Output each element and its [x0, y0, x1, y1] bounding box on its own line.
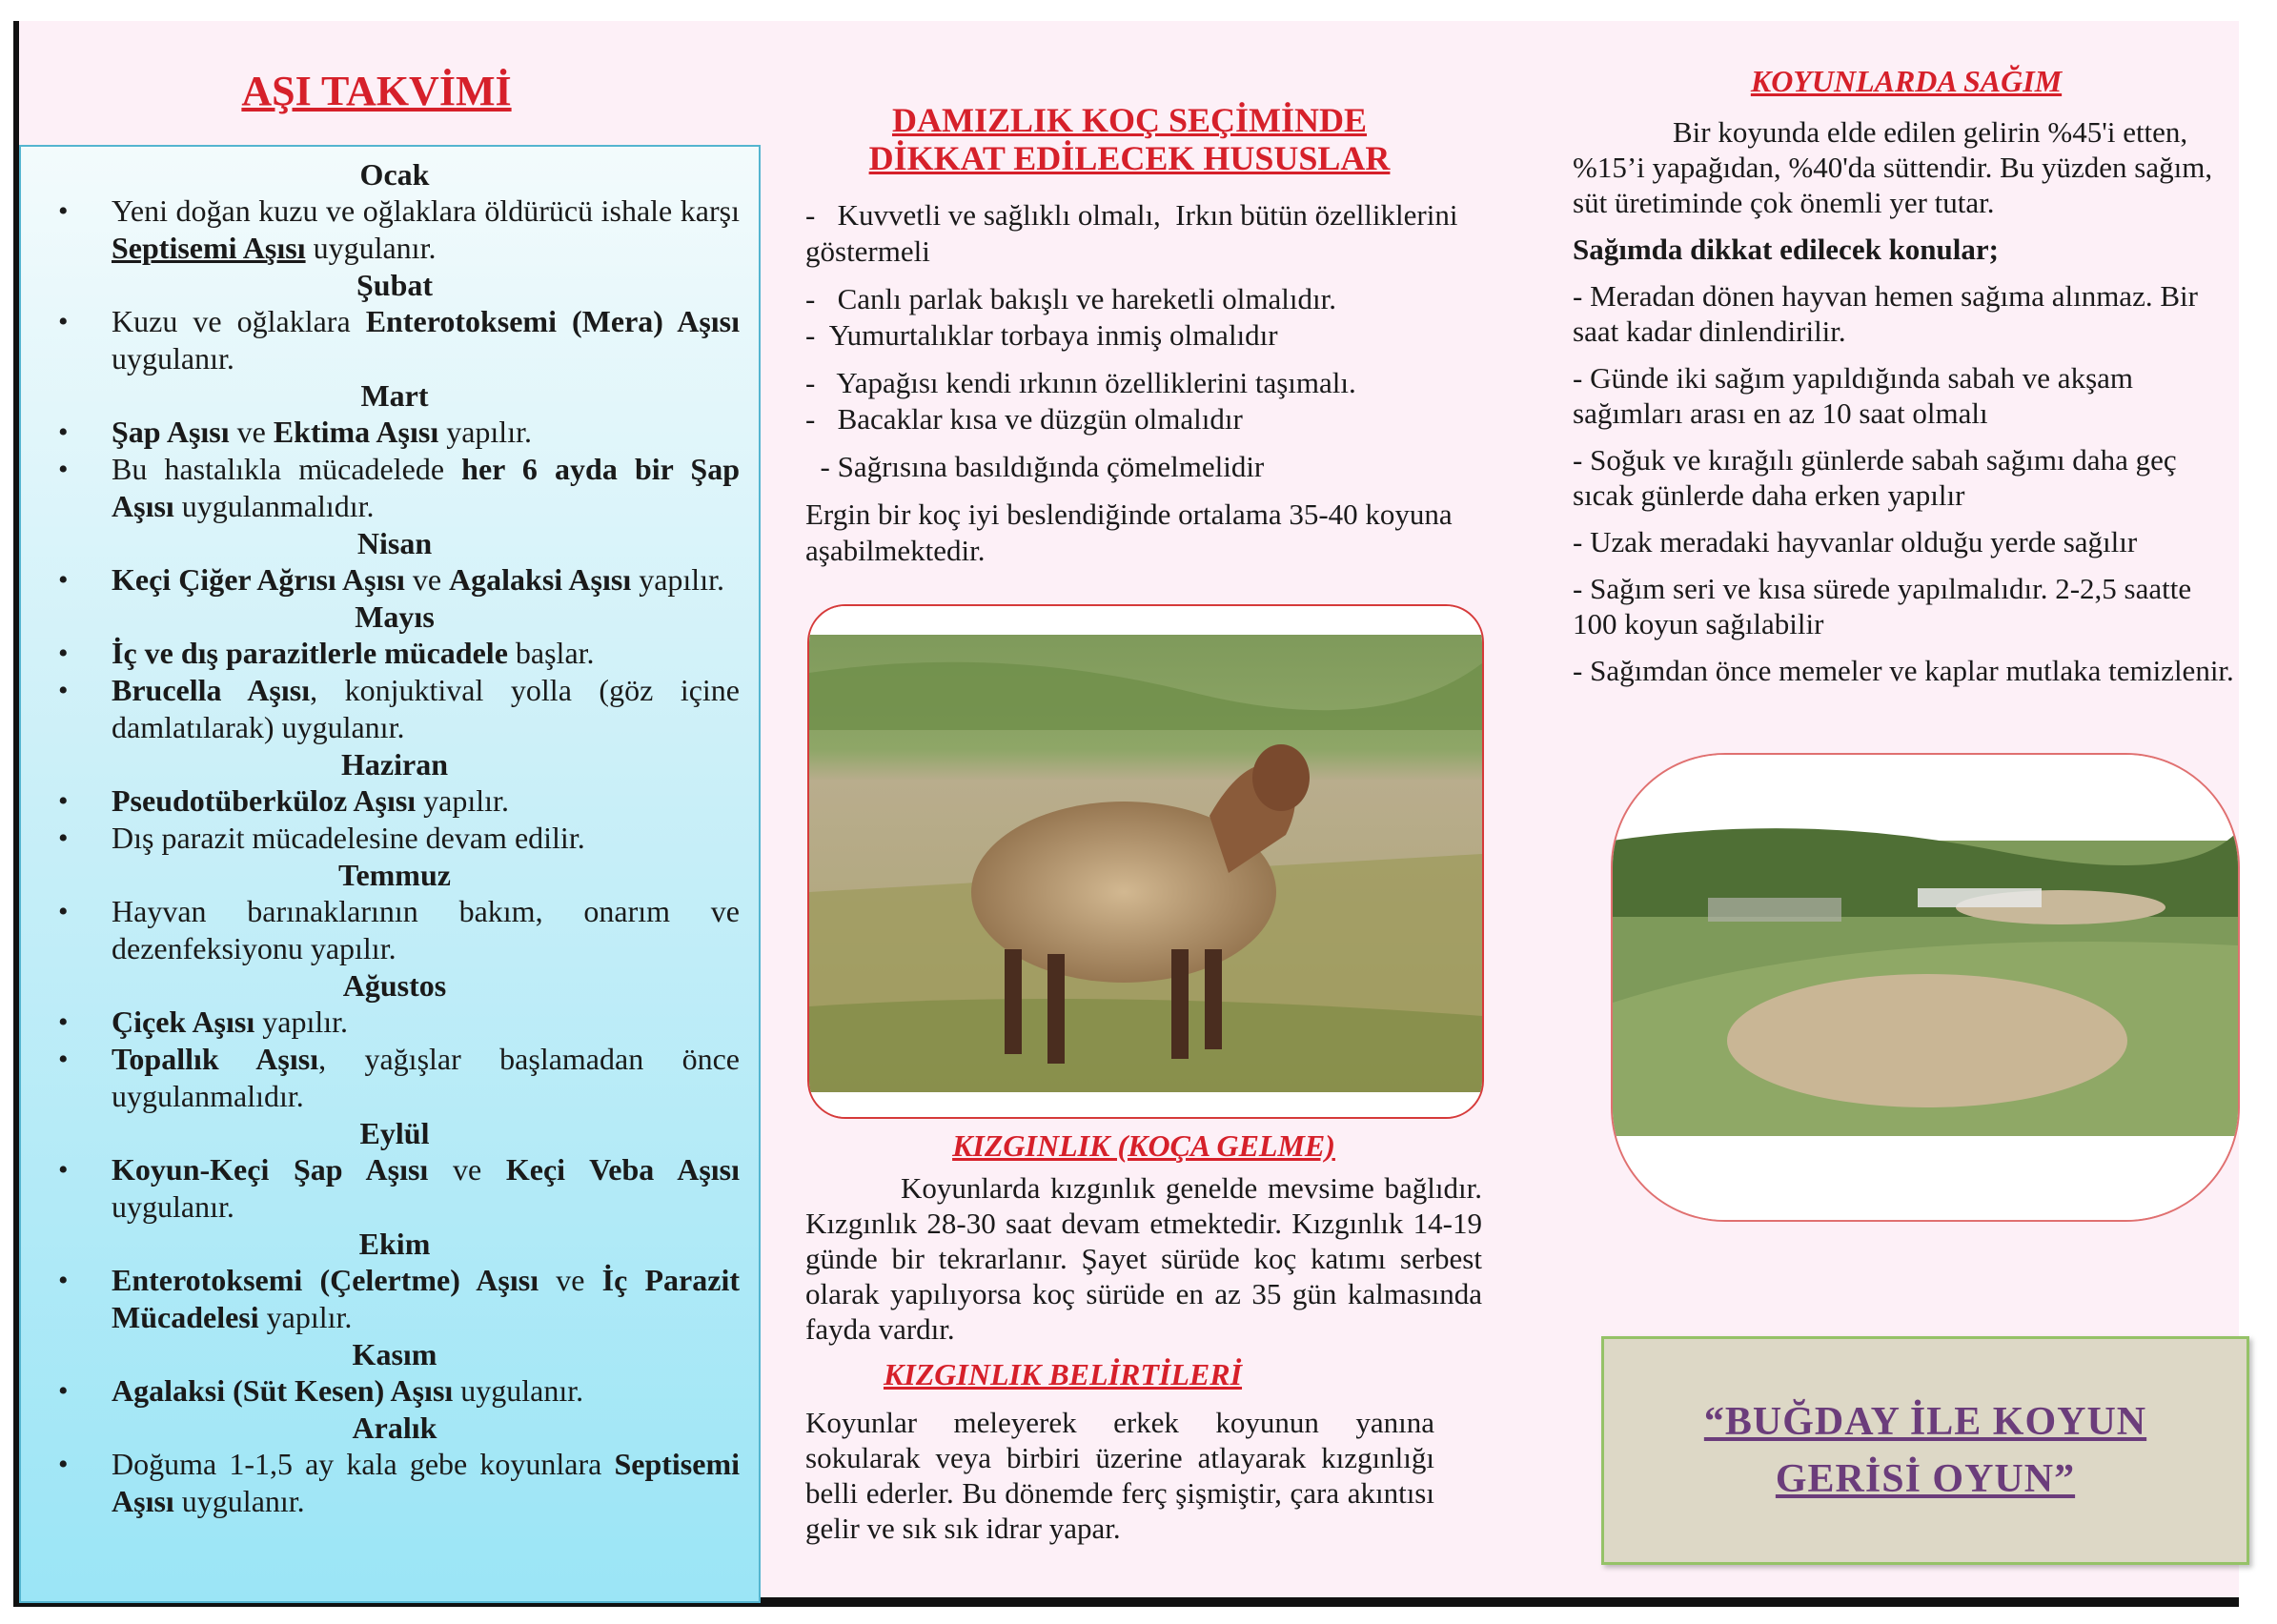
vaccine-item-text: yapılır. [438, 415, 532, 449]
vaccine-item-text: Brucella Aşısı [112, 673, 311, 707]
vaccine-item-text: Agalaksi Aşısı [449, 562, 632, 597]
ram-criterion: - Yumurtalıklar torbaya inmiş olmalıdır [805, 318, 1278, 352]
vaccine-item [112, 1262, 740, 1336]
vaccine-item [112, 1151, 740, 1226]
month-heading: Ekim [358, 1227, 431, 1261]
vaccine-item-text: , yağışlar başlamadan önce uygulanmalıdır. [112, 1042, 741, 1113]
milking-subtitle: Sağımda dikkat edilecek konular; [1573, 233, 1999, 266]
milking-item: - Soğuk ve kırağılı günlerde sabah sağımı daha geç sıcak günlerde daha erken yapılır [1573, 443, 2177, 512]
ram-criterion: - Bacaklar kısa ve düzgün olmalıdır [805, 402, 1243, 436]
vaccine-item-text: ve [428, 1152, 506, 1187]
vaccine-item-text: yapılır. [416, 783, 509, 818]
milking-item: - Sağım seri ve kısa sürede yapılmalıdır. 2-2,5 saatte 100 koyun sağılabilir [1573, 572, 2192, 640]
heat-signs-text: Koyunlar meleyerek erkek koyunun yanına sokularak veya birbiri üzerine atlayarak kızgınlığı belli ederler. Bu dönemde ferç şişmiştir, çara akıntısı gelir ve sık sık idrar yapar. [805, 1406, 1434, 1545]
vaccine-item-text: uygulanır. [305, 231, 437, 265]
vaccine-item-text: başlar. [507, 636, 595, 670]
vaccine-item-text: ve [539, 1263, 602, 1297]
milking-item: - Günde iki sağım yapıldığında sabah ve akşam sağımları arası en az 10 saat olmalı [1573, 361, 2134, 430]
vaccine-item-text: uygulanır. [453, 1373, 584, 1408]
vaccine-item [112, 561, 740, 599]
ram-selection-title [805, 101, 1454, 177]
vaccine-item-text: Koyun-Keçi Şap Aşısı [112, 1152, 429, 1187]
month-items [50, 893, 740, 967]
ram-photo [809, 606, 1482, 1117]
vaccine-item [112, 672, 740, 746]
vaccine-item-text: uygulanır. [173, 1484, 305, 1518]
vaccine-item-text: uygulanır. [112, 341, 234, 376]
vaccine-item-text: uygulanmalıdır. [173, 489, 375, 523]
flock-photo-frame [1611, 753, 2240, 1222]
quote-line1: “BUĞDAY İLE KOYUN [1703, 1400, 2147, 1444]
heat-title: KIZGINLIK (KOÇA GELME) [952, 1128, 1335, 1163]
vaccine-item [112, 635, 740, 672]
vaccine-item [112, 1041, 740, 1115]
milking-item: - Meradan dönen hayvan hemen sağıma alınmaz. Bir saat kadar dinlendirilir. [1573, 279, 2198, 348]
month-heading: Mayıs [355, 599, 435, 634]
vaccine-item [112, 1372, 740, 1410]
vaccine-item [112, 1004, 740, 1041]
vaccine-item-text: , konjuktival yolla (göz içine damlatılarak) uygulanır. [112, 673, 741, 744]
vaccine-item-text: Dış parazit mücadelesine devam edilir. [112, 821, 585, 855]
vaccine-item-text: Agalaksi (Süt Kesen) Aşısı [112, 1373, 454, 1408]
quote-line2: GERİSİ OYUN” [1775, 1457, 2076, 1501]
vaccine-item-text: Yeni doğan kuzu ve oğlaklara öldürücü ishale karşı [112, 193, 740, 228]
month-items [50, 782, 740, 857]
brochure-page [13, 21, 2239, 1607]
month-items [50, 1004, 740, 1115]
month-items [50, 561, 740, 599]
vaccine-item [112, 451, 740, 525]
month-heading: Temmuz [338, 858, 451, 892]
vaccine-item-text: Pseudotüberküloz Aşısı [112, 783, 417, 818]
vaccine-item-text: Bu hastalıkla mücadelede [112, 452, 462, 486]
vaccine-item [112, 414, 740, 451]
ram-note: Ergin bir koç iyi beslendiğinde ortalama 35-40 koyuna aşabilmektedir. [805, 497, 1453, 567]
ram-criterion: - Sağrısına basıldığında çömelmelidir [805, 450, 1265, 483]
month-items [50, 303, 740, 377]
month-items [50, 1372, 740, 1410]
vaccine-item-text: Hayvan barınaklarının bakım, onarım ve dezenfeksiyonu yapılır. [112, 894, 740, 965]
month-heading: Haziran [341, 747, 448, 782]
vaccine-item-text: uygulanır. [112, 1189, 234, 1224]
ram-selection-title-line2: DİKKAT EDİLECEK HUSUSLAR [868, 139, 1391, 177]
ram-criterion: - Canlı parlak bakışlı ve hareketli olmalıdır. [805, 282, 1336, 315]
month-heading: Şubat [356, 268, 434, 302]
ram-photo-frame [807, 604, 1484, 1119]
vaccine-item-text: Keçi Çiğer Ağrısı Aşısı [112, 562, 405, 597]
vaccine-item [112, 820, 740, 857]
month-heading: Ocak [359, 157, 430, 192]
month-heading: Mart [360, 378, 429, 413]
vaccine-item-text: Kuzu ve oğlaklara [112, 304, 366, 338]
milking-item: - Uzak meradaki hayvanlar olduğu yerde sağılır [1573, 525, 2138, 558]
vaccine-item [112, 782, 740, 820]
vaccine-item-text: Septisemi Aşısı [112, 231, 306, 265]
vaccine-item-text: Topallık Aşısı [112, 1042, 319, 1076]
milking-body [1573, 114, 2240, 700]
vaccine-item [112, 1446, 740, 1520]
month-heading: Ağustos [342, 968, 447, 1003]
ram-selection-title-line1: DAMIZLIK KOÇ SEÇİMİNDE [891, 101, 1368, 139]
vaccine-item [112, 893, 740, 967]
vaccine-calendar-box [19, 145, 761, 1603]
milking-title: KOYUNLARDA SAĞIM [1750, 64, 2063, 98]
quote-box [1601, 1336, 2249, 1565]
vaccine-item-text: yapılır. [254, 1005, 348, 1039]
month-items [50, 414, 740, 525]
vaccine-item-text: Şap Aşısı [112, 415, 230, 449]
flock-photo [1613, 755, 2238, 1220]
vaccine-item-text: ve [404, 562, 450, 597]
vaccine-item-text: Enterotoksemi (Mera) Aşısı [365, 304, 741, 338]
vaccine-item-text: Keçi Veba Aşısı [505, 1152, 740, 1187]
vaccine-item-text: Enterotoksemi (Çelertme) Aşısı [112, 1263, 539, 1297]
vaccine-item-text: Çiçek Aşısı [112, 1005, 255, 1039]
vaccine-item-text: Septisemi Aşısı [112, 1447, 740, 1518]
month-items [50, 1262, 740, 1336]
month-items [50, 193, 740, 267]
ram-criterion: - Yapağısı kendi ırkının özelliklerini taşımalı. [805, 366, 1356, 399]
vaccine-item-text: İç Parazit Mücadelesi [112, 1263, 741, 1334]
vaccine-item-text: Ektima Aşısı [273, 415, 439, 449]
month-items [50, 1151, 740, 1226]
vaccine-item-text: Doğuma 1-1,5 ay kala gebe koyunlara [112, 1447, 615, 1481]
heat-text: Koyunlarda kızgınlık genelde mevsime bağlıdır. Kızgınlık 28-30 saat devam etmektedir. Kızgınlık 14-19 günde bir tekrarlanır. Şayet sürüde koç katımı serbest olarak yapılıyorsa koç sürüde en az 35 gün kalmasında fayda vardır. [805, 1171, 1482, 1346]
milking-item: - Sağımdan önce memeler ve kaplar mutlaka temizlenir. [1573, 654, 2234, 687]
vaccine-item-text: ve [229, 415, 274, 449]
ram-selection-list [805, 197, 1473, 580]
month-heading: Aralık [352, 1411, 437, 1445]
heat-signs-title: KIZGINLIK BELİRTİLERİ [883, 1357, 1243, 1391]
vaccine-item-text: yapılır. [631, 562, 724, 597]
month-items [50, 635, 740, 746]
vaccine-item [112, 303, 740, 377]
month-heading: Nisan [356, 526, 433, 560]
quote-text [1704, 1393, 2146, 1508]
vaccine-item-text: her 6 ayda bir Şap Aşısı [112, 452, 741, 523]
month-heading: Kasım [352, 1337, 437, 1371]
month-items [50, 1446, 740, 1520]
milking-intro: Bir koyunda elde edilen gelirin %45'i etten, %15’i yapağıdan, %40'da süttendir. Bu yüzden sağım, süt üretiminde çok önemli yer tutar. [1573, 115, 2213, 219]
vaccine-item-text: yapılır. [258, 1300, 353, 1334]
month-heading: Eylül [359, 1116, 430, 1150]
ram-criterion: - Kuvvetli ve sağlıklı olmalı, Irkın bütün özelliklerini göstermeli [805, 198, 1466, 268]
vaccine-calendar-title: AŞI TAKVİMİ [241, 68, 512, 114]
vaccine-item-text: İç ve dış parazitlerle mücadele [112, 636, 508, 670]
vaccine-item [112, 193, 740, 267]
